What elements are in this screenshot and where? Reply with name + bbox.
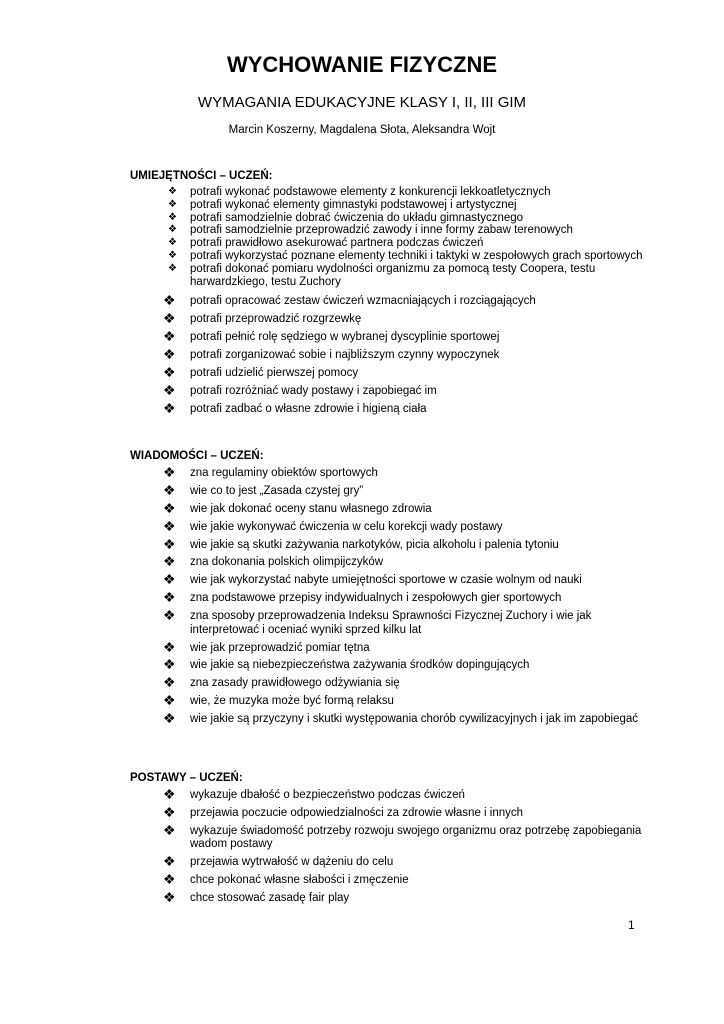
list-item-text: wie jak wykorzystać nabyte umiejętności sportowe w czasie wolnym od nauki: [190, 574, 582, 587]
list-item: [130, 464, 650, 481]
bullet-icon: ❖: [163, 786, 176, 802]
list-item: [130, 871, 650, 888]
bullet-icon: ❖: [168, 211, 177, 223]
bullet-icon: ❖: [168, 198, 177, 210]
list-item-text: chce stosować zasadę fair play: [190, 891, 350, 904]
bullet-icon: ❖: [163, 535, 176, 552]
bullet-icon: ❖: [163, 499, 176, 516]
bullet-icon: ❖: [163, 589, 176, 606]
list-item: [130, 328, 650, 345]
list-item: [130, 821, 650, 852]
bullet-icon: ❖: [163, 853, 176, 870]
list-item-text: potrafi rozróżniać wady postawy i zapobiegać im: [190, 384, 437, 397]
list-item-text: wie, że muzyka może być formą relaksu: [190, 695, 394, 708]
list-item: [130, 786, 650, 803]
bullet-icon: ❖: [163, 888, 176, 905]
list-item-text: wykazuje dbałość o bezpieczeństwo podczas ćwiczeń: [190, 789, 465, 801]
list-item: [130, 888, 650, 906]
list-item-text: potrafi udzielić pierwszej pomocy: [190, 366, 359, 379]
list-item-text: potrafi zorganizować sobie i najbliższym czynny wypoczynek: [190, 349, 500, 362]
document-subtitle: WYMAGANIA EDUKACYJNE KLASY I, II, III GIM: [197, 94, 527, 111]
bullet-icon: ❖: [163, 481, 176, 498]
list-item: [130, 250, 650, 263]
knowledge-list: [130, 464, 650, 727]
list-item: [130, 363, 650, 381]
bullet-icon: ❖: [163, 607, 176, 624]
list-item-text: wie jakie są skutki zażywania narkotyków, picia alkoholu i palenia tytoniu: [190, 538, 559, 551]
bullet-icon: ❖: [168, 224, 177, 236]
list-item-text: zna dokonania polskich olimpijczyków: [190, 556, 384, 569]
list-item-text: potrafi wykonać elementy gimnastyki podstawowej i artystycznej: [190, 198, 517, 211]
bullet-icon: ❖: [163, 710, 176, 727]
list-item-text: potrafi dokonać pomiaru wydolności organizmu za pomocą testy Coopera, testu harwardzkiego, testu Zuchory: [190, 262, 596, 288]
bullet-icon: ❖: [168, 249, 177, 261]
bullet-icon: ❖: [163, 292, 176, 309]
section-heading-skills: UMIEJĘTNOŚCI – UCZEŃ:: [130, 170, 273, 182]
attitudes-list: [130, 786, 650, 905]
list-item-text: wie jakie są niebezpieczeństwa zażywania środków dopingujących: [190, 659, 530, 672]
list-item: [130, 535, 650, 553]
list-item: [130, 381, 650, 399]
bullet-icon: ❖: [163, 464, 176, 480]
list-item-text: potrafi samodzielnie dobrać ćwiczenia do układu gimnastycznego: [190, 211, 524, 224]
list-item-text: zna zasady prawidłowego odżywiania się: [190, 677, 400, 690]
bullet-icon: ❖: [163, 517, 176, 534]
list-item: [130, 310, 650, 327]
list-item: [130, 346, 650, 363]
list-item: [130, 853, 650, 870]
list-item-text: zna podstawowe przepisy indywidualnych i zespołowych gier sportowych: [190, 592, 562, 605]
bullet-icon: ❖: [163, 363, 176, 380]
list-item-text: wie jak przeprowadzić pomiar tętna: [190, 641, 370, 654]
list-item-text: potrafi prawidłowo asekurować partnera podczas ćwiczeń: [190, 237, 484, 250]
bullet-icon: ❖: [163, 328, 176, 345]
list-item-text: wie jak dokonać oceny stanu własnego zdrowia: [190, 502, 432, 515]
bullet-icon: ❖: [163, 656, 176, 673]
bullet-icon: ❖: [168, 186, 177, 197]
list-item: [130, 571, 650, 588]
bullet-icon: ❖: [163, 674, 176, 691]
list-item: [130, 399, 650, 417]
skills-list-small: [130, 186, 650, 288]
bullet-icon: ❖: [163, 310, 176, 327]
list-item-text: potrafi zadbać o własne zdrowie i higieną ciała: [190, 402, 427, 415]
skills-list-large: [130, 292, 650, 416]
list-item: [130, 692, 650, 709]
list-item-text: zna sposoby przeprowadzenia Indeksu Sprawności Fizycznej Zuchory i wie jak interpretować i oceniać wyniki sprzed kilku lat: [190, 610, 592, 636]
list-item-text: potrafi samodzielnie przeprowadzić zawody i inne formy zabaw terenowych: [190, 224, 573, 237]
list-item-text: wykazuje świadomość potrzeby rozwoju swojego organizmu oraz potrzebę zapobiegania wadom postawy: [190, 824, 642, 851]
list-item: [130, 481, 650, 499]
list-item-text: potrafi opracować zestaw ćwiczeń wzmacniających i rozciągających: [190, 295, 536, 308]
section-knowledge: [130, 450, 650, 731]
list-item: [130, 607, 650, 637]
list-item: [130, 656, 650, 673]
bullet-icon: ❖: [163, 871, 176, 888]
document-title: WYCHOWANIE FIZYCZNE: [226, 52, 498, 77]
list-item: [130, 263, 650, 289]
list-item-text: przejawia wytrwałość w dążeniu do celu: [190, 856, 394, 869]
bullet-icon: ❖: [163, 399, 176, 416]
list-item-text: zna regulaminy obiektów sportowych: [190, 467, 378, 479]
bullet-icon: ❖: [168, 237, 177, 249]
list-item: [130, 186, 650, 199]
bullet-icon: ❖: [163, 821, 176, 838]
list-item-text: potrafi wykorzystać poznane elementy techniki i taktyki w zespołowych grach sportowych: [190, 249, 643, 262]
list-item-text: potrafi przeprowadzić rozgrzewkę: [190, 313, 362, 326]
list-item: [130, 589, 650, 606]
list-item-text: potrafi wykonać podstawowe elementy z konkurencji lekkoatletycznych: [190, 186, 551, 198]
bullet-icon: ❖: [163, 381, 176, 398]
list-item-text: wie co to jest „Zasada czystej gry”: [190, 484, 364, 497]
list-item: [130, 803, 650, 821]
bullet-icon: ❖: [163, 553, 176, 570]
bullet-icon: ❖: [163, 571, 176, 588]
list-item: [130, 292, 650, 309]
bullet-icon: ❖: [163, 692, 176, 709]
list-item-text: potrafi pełnić rolę sędziego w wybranej dyscyplinie sportowej: [190, 331, 500, 344]
list-item-text: przejawia poczucie odpowiedzialności za zdrowie własne i innych: [190, 806, 524, 819]
section-attitudes: [130, 772, 650, 910]
list-item-text: wie jakie wykonywać ćwiczenia w celu korekcji wady postawy: [190, 520, 503, 533]
section-heading-knowledge: WIADOMOŚCI – UCZEŃ:: [130, 450, 264, 462]
section-skills: [130, 170, 650, 421]
page-number: 1: [628, 918, 635, 932]
list-item: [130, 710, 650, 727]
list-item: [130, 212, 650, 225]
list-item: [130, 553, 650, 570]
bullet-icon: ❖: [163, 638, 176, 655]
list-item: [130, 674, 650, 691]
list-item: [130, 499, 650, 517]
section-heading-attitudes: POSTAWY – UCZEŃ:: [130, 772, 243, 784]
bullet-icon: ❖: [163, 346, 176, 363]
list-item: [130, 237, 650, 250]
list-item: [130, 224, 650, 237]
list-item: [130, 517, 650, 535]
bullet-icon: ❖: [168, 262, 177, 274]
list-item-text: wie jakie są przyczyny i skutki występowania chorób cywilizacyjnych i jak im zapobiegać: [190, 713, 639, 726]
list-item: [130, 638, 650, 656]
list-item: [130, 199, 650, 212]
list-item-text: chce pokonać własne słabości i zmęczenie: [190, 874, 409, 887]
document-authors: Marcin Koszerny, Magdalena Słota, Aleksandra Wojt: [228, 124, 496, 136]
bullet-icon: ❖: [163, 803, 176, 820]
